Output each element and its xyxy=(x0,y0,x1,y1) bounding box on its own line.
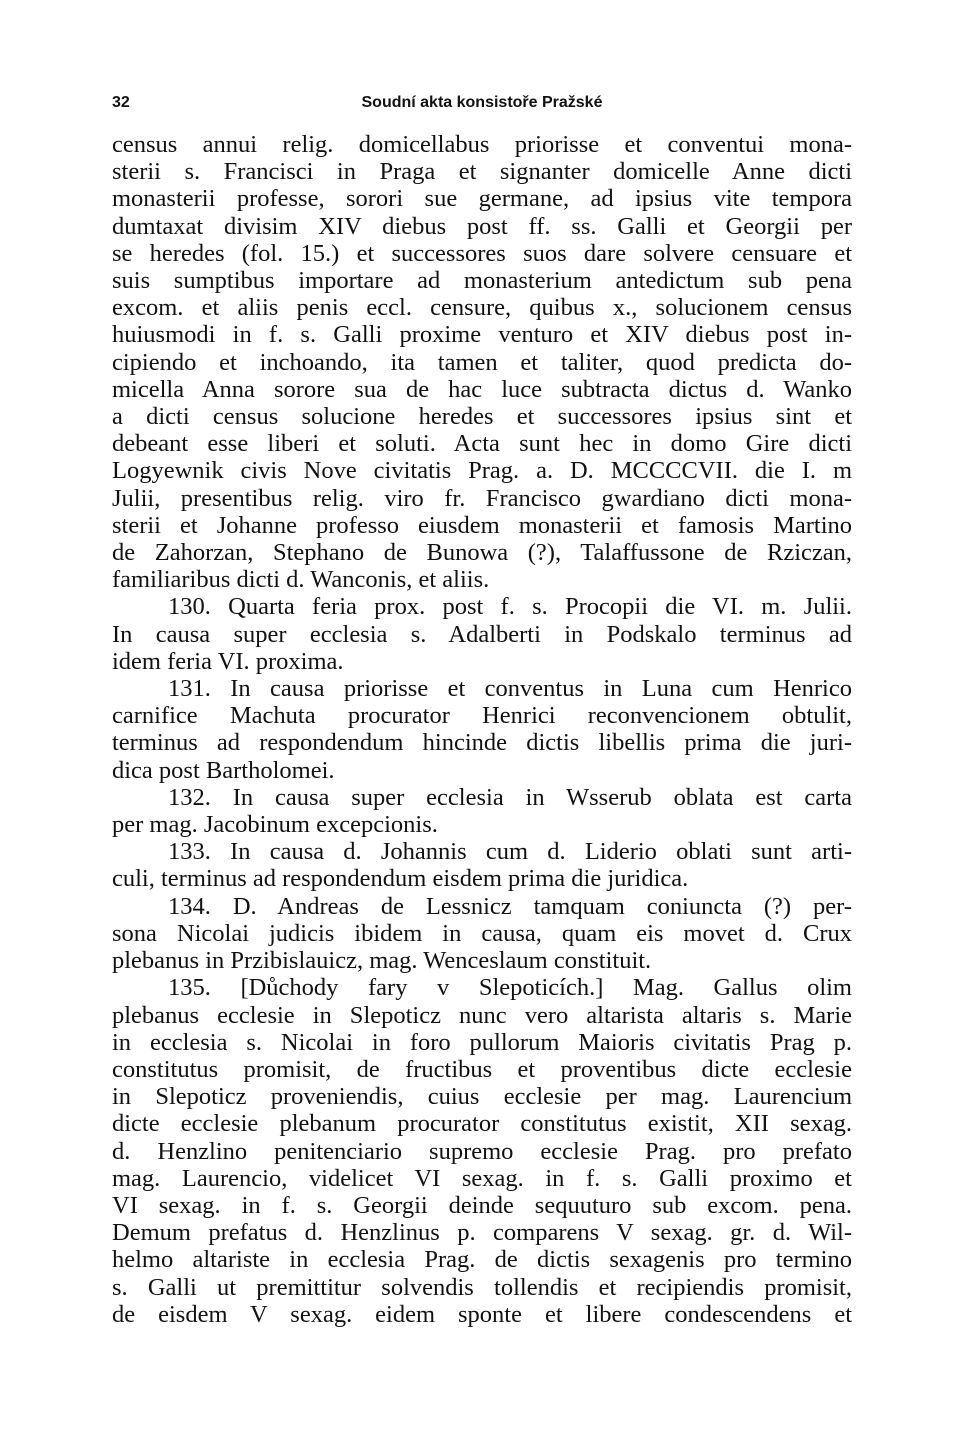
text-line: a dicti census solucione heredes et successores ipsius sint et xyxy=(112,403,852,431)
text-line: Julii, presentibus relig. viro fr. Francisco gwardiano dicti mona- xyxy=(112,484,852,512)
text-line: Demum prefatus d. Henzlinus p. comparens V sexag. gr. d. Wil- xyxy=(112,1219,852,1247)
text-line: constitutus promisit, de fructibus et proventibus dicte ecclesie xyxy=(112,1055,852,1083)
text-line: dumtaxat divisim XIV diebus post ff. ss. Galli et Georgii per xyxy=(112,212,852,240)
text-line: se heredes (fol. 15.) et successores suos dare solvere censuare et xyxy=(112,239,852,267)
text-line: carnifice Machuta procurator Henrici reconvencionem obtulit, xyxy=(112,702,852,730)
text-line: mag. Laurencio, videlicet VI sexag. in f. s. Galli proximo et xyxy=(112,1164,852,1192)
text-line: idem feria VI. proxima. xyxy=(112,647,344,675)
text-line: monasterii professe, sorori sue germane, ad ipsius vite tempora xyxy=(112,185,852,213)
text-line: census annui relig. domicellabus priorisse et conventui mona- xyxy=(112,131,852,158)
text-line: d. Henzlino penitenciario supremo ecclesie Prag. pro prefato xyxy=(112,1137,852,1165)
text-line: Logyewnik civis Nove civitatis Prag. a. D. MCCCCVII. die I. m xyxy=(112,457,852,485)
text-line: de eisdem V sexag. eidem sponte et libere condescendens et xyxy=(112,1300,852,1328)
text-line: sterii s. Francisci in Praga et signanter domicelle Anne dicti xyxy=(112,158,852,186)
text-line: plebanus ecclesie in Slepoticz nunc vero altarista altaris s. Marie xyxy=(112,1001,852,1029)
text-line: dicte ecclesie plebanum procurator constitutus existit, XII sexag. xyxy=(112,1110,852,1138)
text-line: familiaribus dicti d. Wanconis, et aliis. xyxy=(112,566,490,594)
text-line: culi, terminus ad respondendum eisdem prima die juridica. xyxy=(112,865,689,893)
text-line: In causa super ecclesia s. Adalberti in Podskalo terminus ad xyxy=(112,620,852,648)
entry-130-line: 130. Quarta feria prox. post f. s. Procopii die VI. m. Julii. xyxy=(168,593,852,621)
entry-133-line: 133. In causa d. Johannis cum d. Liderio oblati sunt arti- xyxy=(168,838,852,866)
book-title: Soudní akta konsistoře Pražské xyxy=(361,94,603,111)
text-line: VI sexag. in f. s. Georgii deinde sequuturo sub excom. pena. xyxy=(112,1191,852,1219)
entry-135-line: 135. [Důchody fary v Slepoticích.] Mag. Gallus olim xyxy=(168,974,852,1002)
entry-134-line: 134. D. Andreas de Lessnicz tamquam coniuncta (?) per- xyxy=(168,892,852,920)
text-line: plebanus in Przibislauicz, mag. Wenceslaum constituit. xyxy=(112,947,652,975)
body-text xyxy=(112,131,852,1328)
text-line: helmo altariste in ecclesia Prag. de dictis sexagenis pro termino xyxy=(112,1246,852,1274)
text-line: terminus ad respondendum hincinde dictis libellis prima die juri- xyxy=(112,729,852,757)
text-line: per mag. Jacobinum excepcionis. xyxy=(112,811,438,839)
text-line: s. Galli ut premittitur solvendis tollendis et recipiendis promisit, xyxy=(112,1273,852,1301)
text-line: in Slepoticz proveniendis, cuius ecclesie per mag. Laurencium xyxy=(112,1083,852,1111)
text-line: micella Anna sorore sua de hac luce subtracta dictus d. Wanko xyxy=(112,375,852,403)
entry-131-line: 131. In causa priorisse et conventus in Luna cum Henrico xyxy=(168,675,852,703)
text-line: dica post Bartholomei. xyxy=(112,756,335,784)
text-line: de Zahorzan, Stephano de Bunowa (?), Talaffussone de Rziczan, xyxy=(112,539,852,567)
text-line: excom. et aliis penis eccl. censure, quibus x., solucionem census xyxy=(112,294,852,322)
text-line: sona Nicolai judicis ibidem in causa, quam eis movet d. Crux xyxy=(112,919,852,947)
text-line: suis sumptibus importare ad monasterium antedictum sub pena xyxy=(112,267,852,295)
entry-132-line: 132. In causa super ecclesia in Wsserub oblata est carta xyxy=(168,783,852,811)
running-head xyxy=(112,90,852,116)
text-line: in ecclesia s. Nicolai in foro pullorum Maioris civitatis Prag p. xyxy=(112,1028,852,1056)
text-line: huiusmodi in f. s. Galli proxime venturo et XIV diebus post in- xyxy=(112,321,852,349)
text-line: sterii et Johanne professo eiusdem monasterii et famosis Martino xyxy=(112,511,852,539)
text-line: debeant esse liberi et soluti. Acta sunt hec in domo Gire dicti xyxy=(112,430,852,458)
page-number: 32 xyxy=(112,94,130,111)
text-line: cipiendo et inchoando, ita tamen et taliter, quod predicta do- xyxy=(112,348,852,376)
